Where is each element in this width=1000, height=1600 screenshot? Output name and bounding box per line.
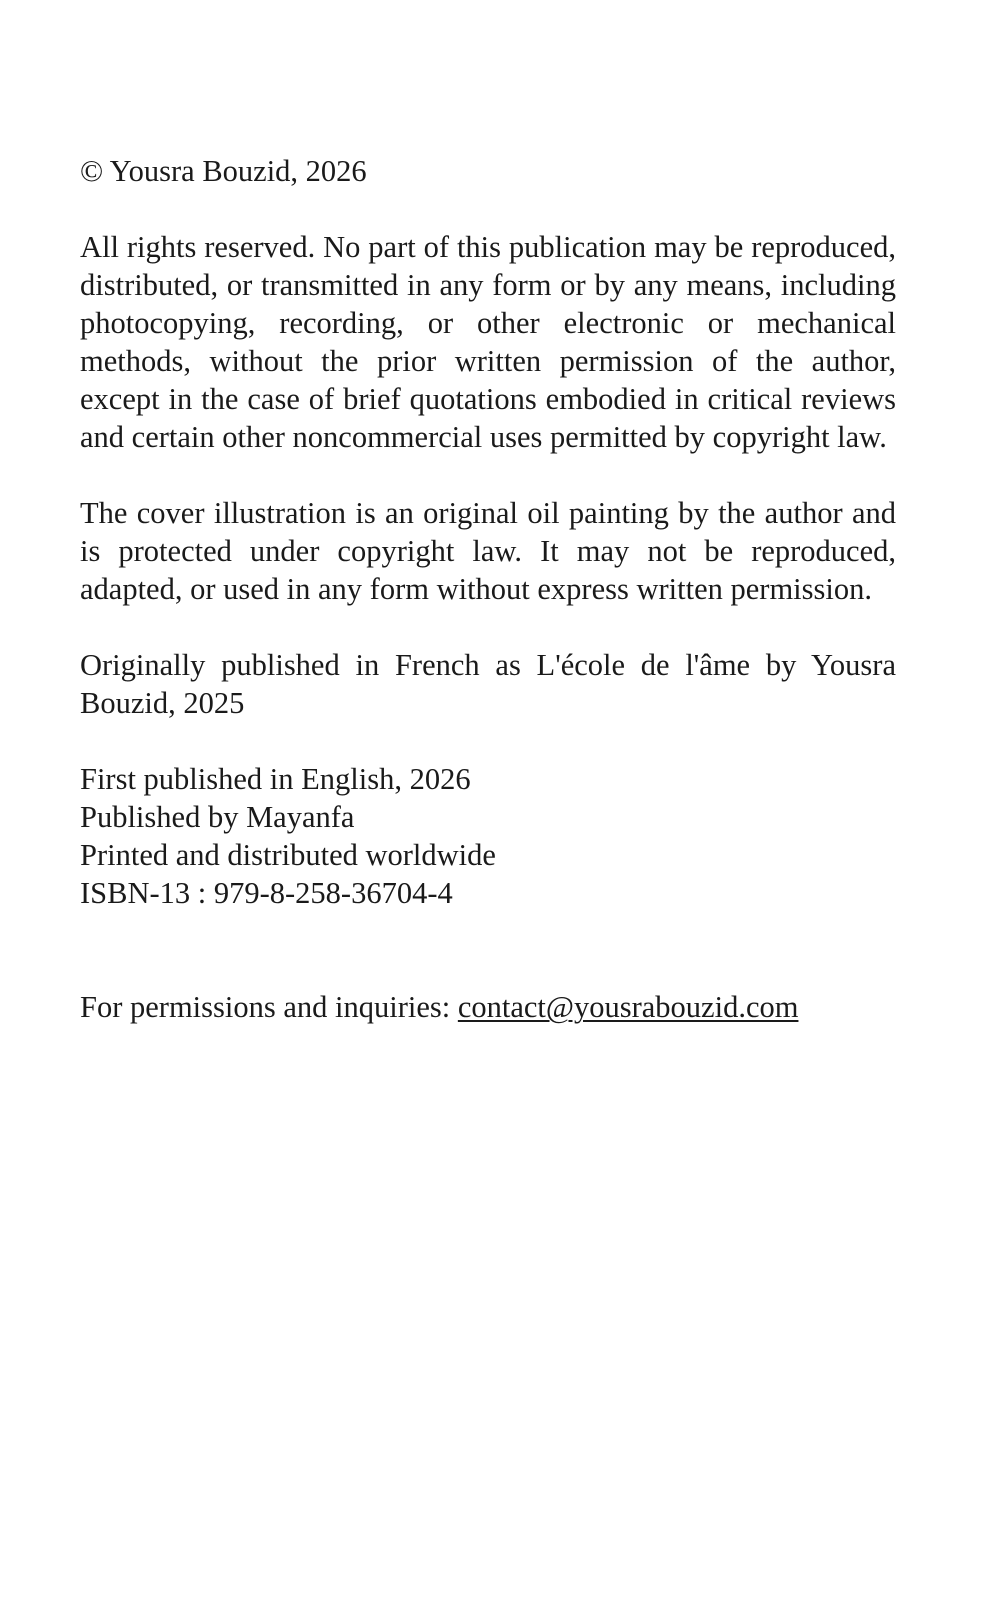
copyright-page (80, 152, 896, 1026)
contact-email-link[interactable]: contact@yousrabouzid.com (457, 990, 799, 1024)
publisher-line: Published by Mayanfa (80, 800, 355, 834)
isbn-line: ISBN-13 : 979-8-258-36704-4 (80, 876, 453, 910)
original-publication-note: Originally published in French as L'école de l'âme by Yousra Bouzid, 2025 (80, 648, 896, 720)
permissions-line (80, 988, 896, 1026)
permissions-label: For permissions and inquiries: (80, 990, 458, 1024)
copyright-line: © Yousra Bouzid, 2026 (80, 154, 367, 188)
rights-reserved-paragraph: All rights reserved. No part of this publication may be reproduced, distributed, or transmitted in any form or by any means, including photocopying, recording, or other electronic or mechanical methods, without the prior written permission of the author, except in the case of brief quotations embodied in critical reviews and certain other noncommercial uses permitted by copyright law. (80, 230, 896, 454)
cover-illustration-paragraph: The cover illustration is an original oil painting by the author and is protected under copyright law. It may not be reproduced, adapted, or used in any form without express written permission. (80, 496, 896, 606)
distribution-line: Printed and distributed worldwide (80, 838, 496, 872)
publication-info (80, 760, 896, 912)
first-published-line: First published in English, 2026 (80, 762, 471, 796)
